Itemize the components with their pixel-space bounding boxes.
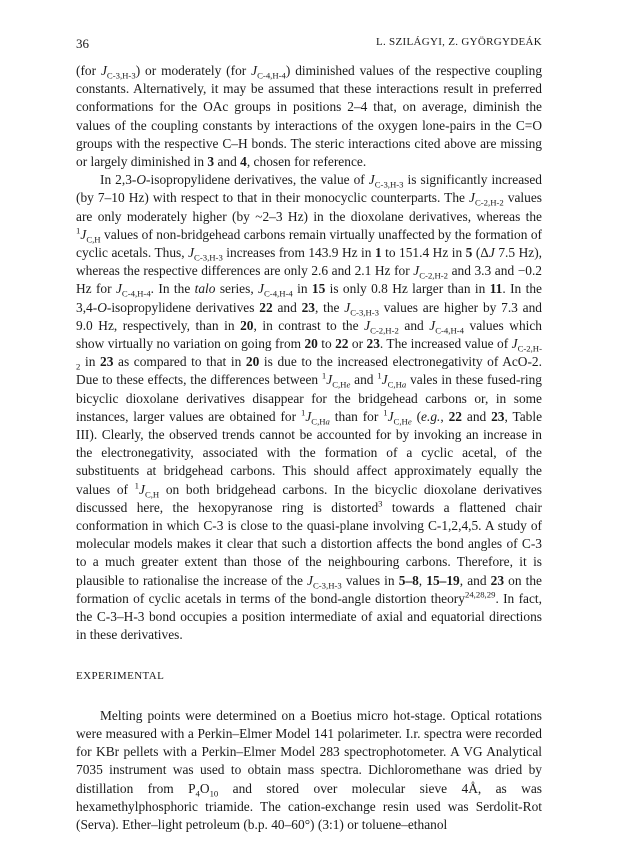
section-heading-experimental: EXPERIMENTAL [76, 669, 165, 682]
body-text [76, 62, 542, 834]
page-number: 36 [76, 36, 89, 51]
page-header [76, 36, 542, 54]
running-head: L. SZILÁGYI, Z. GYÖRGYDEÁK [375, 36, 542, 48]
paragraph-2: In 2,3-O-isopropylidene derivatives, the value of $J_{C-3,H-3}$ is significantly increased (by 7–10 Hz) with respect to that in their monocyclic counterparts. The $J_{C-2,H-2}$ values are only moderately higher (by ~2–3 Hz) in the dioxolane derivatives, whereas the $^1J_{C,H}$ values of non-bridgehead carbons remain virtually unaffected by the formation of cyclic acetals. Thus, $J_{C-3,H-3}$ increases from 143.9 Hz in 1 to 151.4 Hz in 5 (ΔJ 7.5 Hz), whereas the respective differences are only 2.6 and 2.1 Hz for $J_{C-2,H-2}$ and 3.3 and −0.2 Hz for $J_{C-4,H-4}$. In the talo series, $J_{C-4,H-4}$ in 15 is only 0.8 Hz larger than in 11. In the 3,4-O-isopropylidene derivatives 22 and 23, the $J_{C-3,H-3}$ values are higher by 7.3 and 9.0 Hz, respectively, than in 20, in contrast to the $J_{C-2,H-2}$ and $J_{C-4,H-4}$ values which show virtually no variation on going from 20 to 22 or 23. The increased value of $J_{C-2,H-2}$ in 23 as compared to that in 20 is due to the increased electronegativity of AcO-2. Due to these effects, the differences between $^1J_{C,He}$ and $^1J_{C,Ha}$ vales in these fused-ring bicyclic dioxolane derivatives disappear for the bridgehead carbons or, in some instances, larger values are obtained for $^1J_{C,Ha}$ than for $^1J_{C,He}$ (e.g., 22 and 23, Table III). Clearly, the observed trends cannot be accounted for by invoking an increase in the electronegativity, associated with the formation of a cyclic acetal, of the substituents at bridgehead carbons. This should affect approximately equally the values of $^1J_{C,H}$ on both bridgehead carbons. In the bicyclic dioxolane derivatives discussed here, the hexopyranose ring is distorted$^3$ towards a flattened chair conformation in which C-3 is close to the quasi-plane involving C-1,2,4,5. A study of molecular models makes it clear that such a distortion affects the bond angles of C-3 to a much greater extent than those of the neighbouring carbons. Therefore, it is plausible to rationalise the increase of the $J_{C-3,H-3}$ values in 5–8, 15–19, and 23 on the formation of cyclic acetals in terms of the bond-angle distortion theory$^{24,28,29}$. In fact, the C-3–H-3 bond occupies a position intermediate of axial and equatorial directions in these derivatives. [76, 172, 543, 643]
paragraph-3: Melting points were determined on a Boetius micro hot-stage. Optical rotations were measured with a Perkin–Elmer Model 141 polarimeter. I.r. spectra were recorded for KBr pellets with a Perkin–Elmer Model 283 spectrophotometer. A VG Analytical 7035 instrument was used to obtain mass spectra. Dichloromethane was dried by distillation from $P_4O_{10}$ and stored over molecular sieve 4Å, as was hexamethylphosphoric triamide. The cation-exchange resin used was Serdolit-Rot (Serva). Ether–light petroleum (b.p. 40–60°) (3:1) or toluene–ethanol [76, 707, 542, 832]
paragraph-1: (for $J_{C-3,H-3}$) or moderately (for $J_{C-4,H-4}$) diminished values of the respective coupling constants. Alternatively, it may be assumed that these interactions result in preferred conformations for the OAc groups in positions 2–4 that, on average, diminish the values of the coupling constants by interactions of the oxygen lone-pairs in the C=O groups with the respective C–H bonds. The steric interactions cited above are missing or largely diminished in 3 and 4, chosen for reference. [76, 63, 543, 170]
